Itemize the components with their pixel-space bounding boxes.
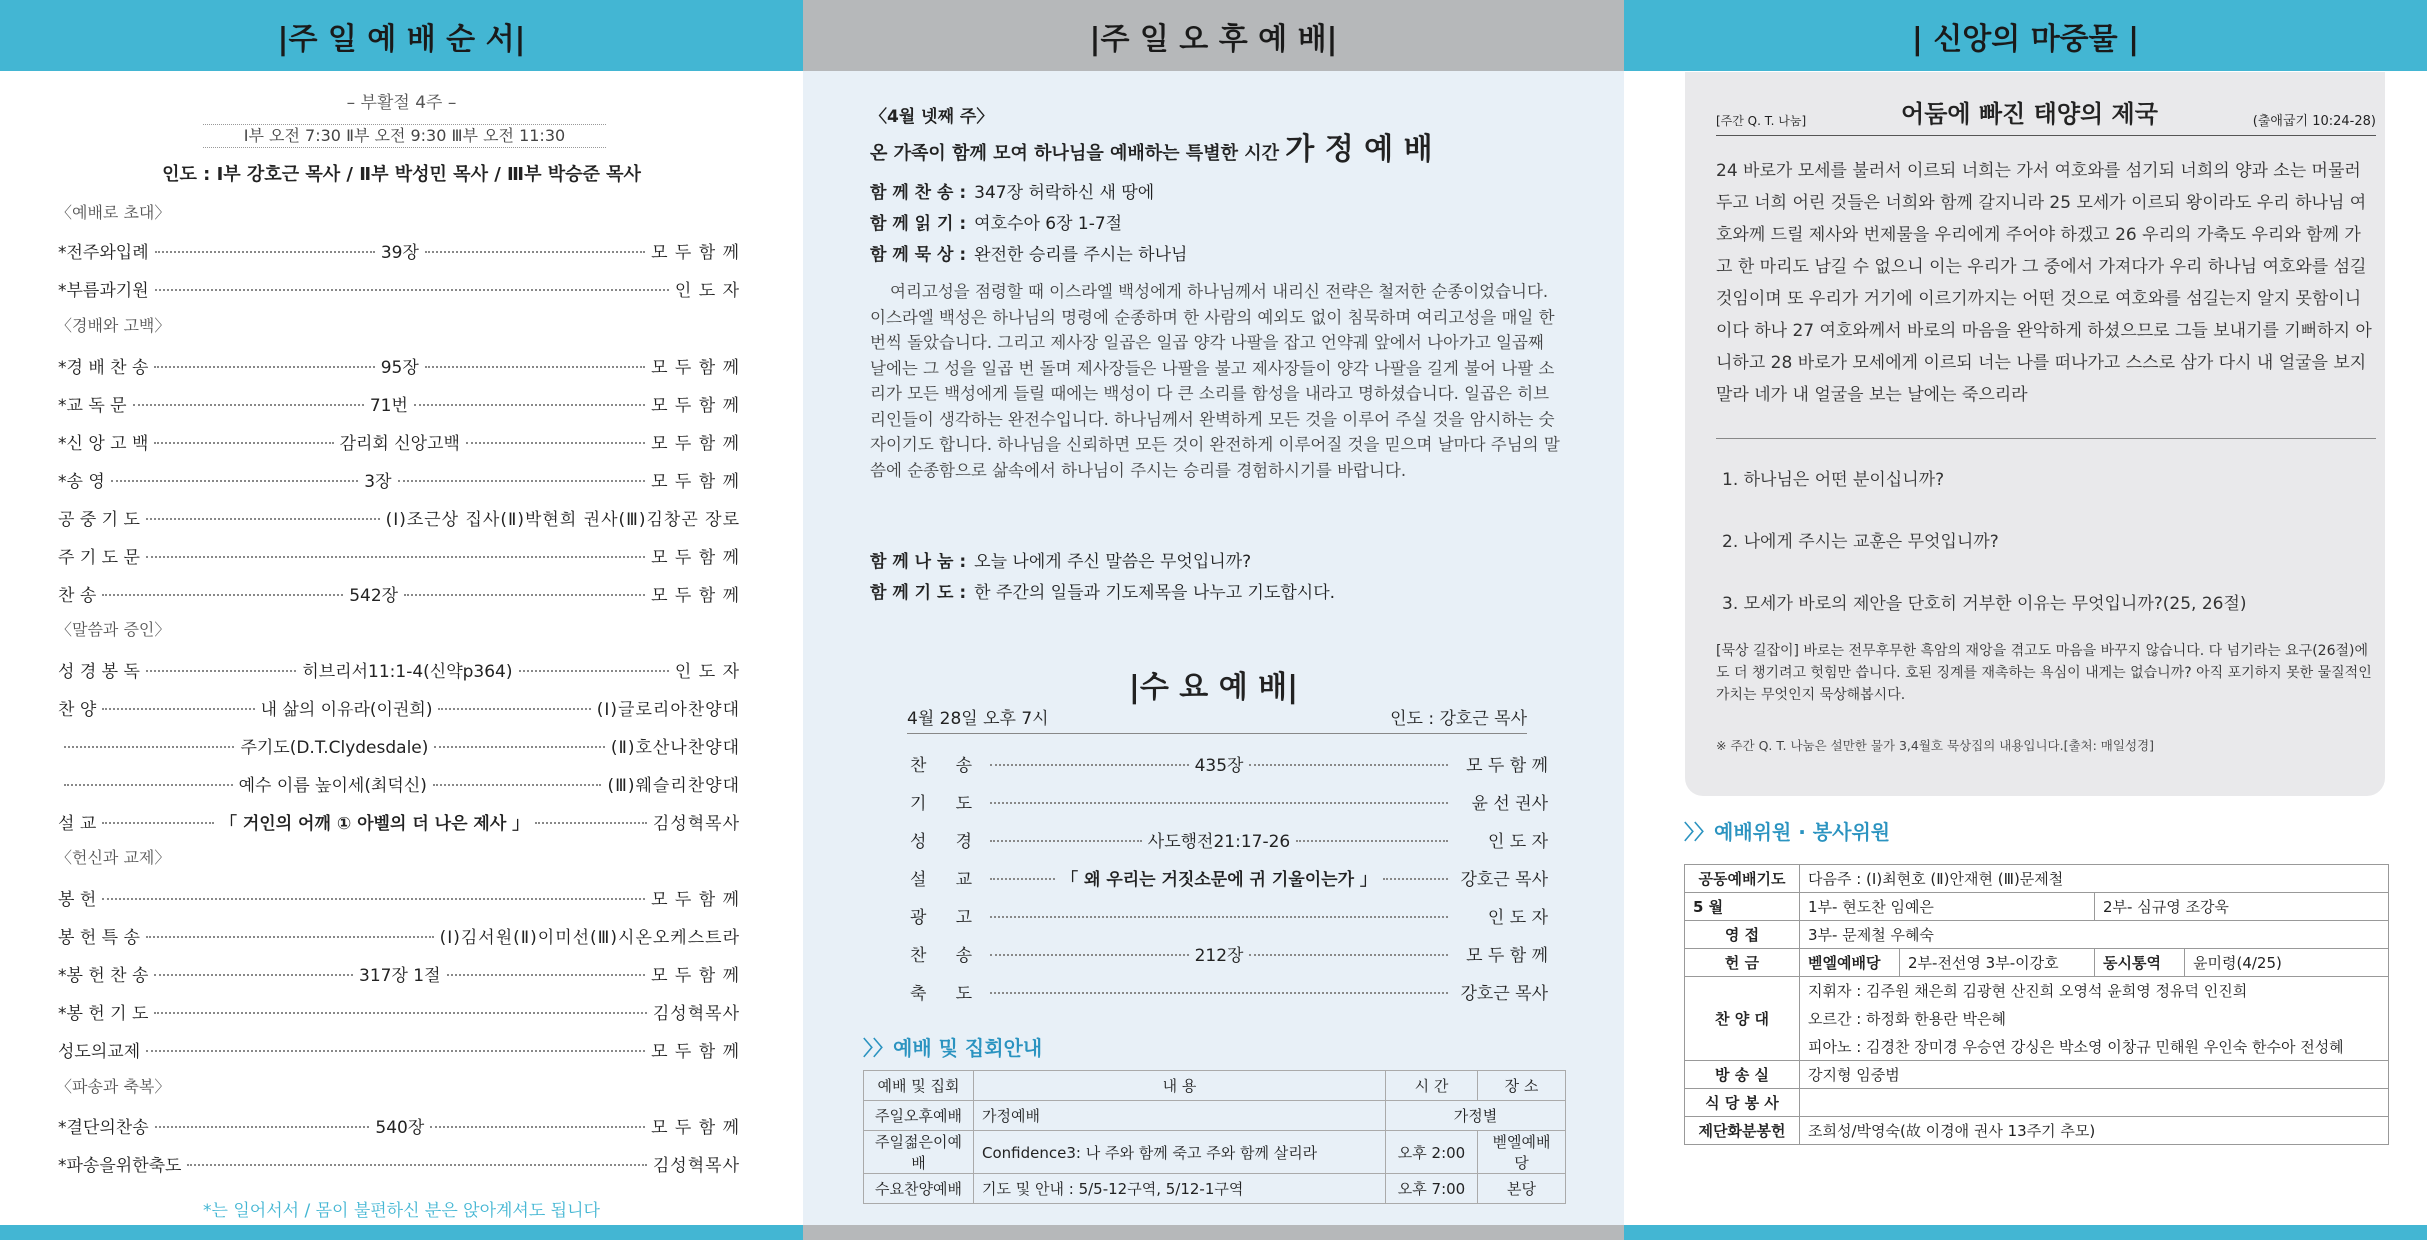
table-row [864,1101,1566,1131]
wednesday-row [888,938,1548,968]
family-item [870,209,1122,234]
name-b: 경 [955,831,972,852]
staff-heading: 〉〉예배위원 · 봉사위원 [1684,820,1891,844]
section-heading: 〈말씀과 증인〉 [56,620,171,639]
item-content: 예수 이름 높이세(최덕신) [238,775,427,796]
section-heading: 〈경배와 고백〉 [56,316,171,335]
faith-panel [1624,0,2427,1240]
meditation-guide: [묵상 길잡이] 바로는 전무후무한 흑암의 재앙을 겪고도 마음을 바꾸지 않습니다. 다 넘기라는 요구(26절)에도 더 챙기려고 헛힘만 씁니다. 호된 징계를 재촉하는 욕심이 내게는 없습니까? 아직 포기하지 못한 물질적인 가치는 무엇인지 묵상해봅시다. [1716,643,2372,703]
item-content: 「 거인의 어깨 ① 아벨의 더 나은 제사 」 [219,813,530,834]
panel-header: | 신앙의 마중물 | [1624,0,2427,71]
wednesday-row [888,748,1548,778]
item-person: 모 두 함 께 [1466,755,1548,776]
item-person: 강호근 목사 [1460,869,1548,890]
item-person: 김성혁목사 [652,813,741,834]
name-a: 축 [910,983,927,1004]
item-person: 모 두 함 께 [651,395,741,416]
name-a: 성 [910,831,927,852]
cell: 기도 및 안내 : 5/5-12구역, 5/12-1구역 [974,1174,1386,1204]
meeting-table [863,1070,1566,1204]
item-person: 모 두 함 께 [651,471,740,492]
table-header: 시 간 [1386,1071,1478,1101]
table-header: 예배 및 집회 [864,1071,974,1101]
item-content: 사도행전21:17-26 [1147,831,1291,852]
cell: 오후 7:00 [1386,1174,1478,1204]
leader-dots [1383,878,1448,880]
name-b: 송 [955,945,972,966]
item-person: 모 두 함 께 [651,889,740,910]
item-name: 설 교 [58,813,97,834]
family-item [870,240,1187,265]
section-heading: 〈헌신과 교제〉 [56,848,171,867]
question-2: 2. 나에게 주시는 교훈은 무엇입니까? [1722,532,1999,552]
name-a: 찬 [910,755,927,776]
standing-note: *는 일어서서 / 몸이 불편하신 분은 앉아계셔도 됩니다 [203,1201,600,1221]
leader-dots [102,822,214,824]
table-header: 장 소 [1478,1071,1566,1101]
name-b: 교 [955,869,972,890]
leader-dots [433,784,602,786]
family-intro: 온 가족이 함께 모여 하나님을 예배하는 특별한 시간 가 정 예 배 [870,132,1433,167]
afternoon-worship-panel [803,0,1624,1240]
leader-dots [102,708,254,710]
item-value: 오늘 나에게 주신 말씀은 무엇입니까? [974,552,1252,572]
leader-dots [64,784,233,786]
item-name [888,865,984,890]
leader-dots [155,251,375,253]
leader-dots [404,594,645,596]
item-key: 함 께 읽 기 : [870,214,967,234]
leader-dots [154,366,374,368]
name-b: 송 [955,755,972,776]
item-name: *교 독 문 [58,395,127,416]
item-person: 인 도 자 [1487,831,1549,852]
item-person: 모 두 함 께 [651,433,741,454]
divider [1716,438,2376,439]
name-b: 도 [955,983,972,1004]
item-person: 인 도 자 [674,280,740,301]
item-value: 347장 허락하신 새 땅에 [974,183,1155,203]
item-person: 모 두 함 께 [651,1041,740,1062]
leader-dots [1249,764,1448,766]
order-row [58,503,740,531]
item-name: 찬 송 [58,585,97,606]
cell: 가정예배 [974,1101,1386,1131]
name-b: 고 [955,907,972,928]
leader-dots [535,822,647,824]
name-b: 도 [955,793,972,814]
leader-dots [154,1012,646,1014]
bible-passage: 24 바로가 모세를 불러서 이르되 너희는 가서 여호와를 섬기되 너희의 양과 소는 머물러 두고 너희 어린 것들은 너희와 함께 갈지니라 25 모세가 이르되 왕이라도 우리 하나님 여호와께 드릴 제사와 번제물을 우리에게 주어야 하겠고 26 우리의 가축도 우리와 함께 가고 한 마리도 남길 수 없으니 이는 우리가 그 중에서 가져다가 우리 하나님 여호와를 섬길 것임이며 또 우리가 거기에 이르기까지는 어떤 것으로 여호와를 섬길는지 알지 못함이니이다 하나 27 여호와께서 바로의 마음을 완악하게 하셨으므로 그들 보내기를 기뻐하지 아니하고 28 바로가 모세에게 이르되 너는 나를 떠나가고 스스로 삼가 다시 내 얼굴을 보지 말라 네가 내 얼굴을 보는 날에는 죽으리라 [1716,161,2372,405]
item-name [888,903,984,928]
order-row [58,655,740,683]
cell: 수요찬양예배 [864,1174,974,1204]
wednesday-title: |수 요 예 배| [1128,670,1299,705]
panel-header: |주 일 오 후 예 배| [803,0,1624,71]
item-name [888,941,984,966]
footer-bar [1624,1225,2427,1240]
order-row [58,465,740,493]
leader-dots [990,954,1189,956]
leader-dots [425,251,645,253]
item-name: 봉 헌 특 송 [58,927,140,948]
table-row [864,1174,1566,1204]
order-row [58,1111,740,1139]
item-content: 「 왜 우리는 거짓소문에 귀 기울이는가 」 [1061,869,1377,890]
name-a: 기 [910,793,927,814]
item-key: 함 께 묵 상 : [870,245,967,265]
order-row [58,693,740,721]
item-name: *송 영 [58,471,105,492]
item-content: 542장 [349,585,399,606]
item-name: *부름과기원 [58,280,149,301]
footer-bar [0,1225,803,1240]
leader-dots [990,916,1448,918]
cell: 주일오후예배 [864,1101,974,1131]
item-person: 윤 선 권사 [1471,793,1548,814]
item-name: 찬 양 [58,699,97,720]
item-name: *신 앙 고 백 [58,433,149,454]
wednesday-row [888,786,1548,816]
leader-dots [1296,840,1448,842]
leader-dots [154,974,353,976]
leader-dots [155,289,669,291]
item-content: 95장 [380,357,419,378]
item-name [888,789,984,814]
order-row [58,541,740,569]
family-item [870,578,1335,603]
table-row [864,1131,1566,1174]
item-name: 성도의교제 [58,1041,141,1062]
wednesday-row [888,862,1548,892]
item-key: 함 께 나 눔 : [870,552,967,572]
order-row [58,769,740,797]
item-person: 모 두 함 께 [651,585,740,606]
leader-dots [111,480,359,482]
item-name: *결단의찬송 [58,1117,149,1138]
leader-dots [102,898,645,900]
leader-dots [425,366,645,368]
leader-dots [990,992,1448,994]
cell: 주일젊은이예배 [864,1131,974,1174]
order-row [58,1149,740,1177]
item-person: 김성혁목사 [652,1155,740,1176]
family-item [870,547,1251,572]
item-person: 강호근 목사 [1460,983,1548,1004]
leader-dots [438,708,590,710]
service-times: Ⅰ부 오전 7:30 Ⅱ부 오전 9:30 Ⅲ부 오전 11:30 [203,124,606,148]
name-a: 설 [910,869,927,890]
family-item [870,178,1154,203]
wednesday-info: 4월 28일 오후 7시 인도 : 강호근 목사 [907,704,1527,734]
wednesday-row [888,824,1548,854]
leader-dots [1249,954,1448,956]
order-row [58,959,740,987]
cell: 본당 [1478,1174,1566,1204]
item-person: 모 두 함 께 [651,1117,740,1138]
leader-dots [519,670,669,672]
staff-table: 공동예배기도 다음주 : (Ⅰ)최현호 (Ⅱ)안재현 (Ⅲ)문제철 5 월 1부- 현도찬 임예은 2부- 심규영 조강욱 영 접 3부- 문제철 우혜숙 헌 금 벧엘예배당 2부-전선영 3부-이강호 동시통역 윤미령(4/25) 찬 양 대 지휘자 : 김주원 채은희 김광현 산진희 오영석 윤희영 정유덕 인진희 오르간 : 하정화 한용란 박은혜 피아노 : 김경찬 장미경 우승연 강싱은 박소영 이창규 민해원 우인숙 한수아 전성혜 방 송 실 강지형 임중범 식 당 봉 사 제단화분봉헌 조희성/박영숙(故 이경애 권사 13주기 추모) [1684,864,2389,1145]
item-person: 모 두 함 께 [651,547,740,568]
item-name: *경 배 찬 송 [58,357,149,378]
leader-dots [102,594,343,596]
item-person: 모 두 함 께 [1466,945,1548,966]
item-content: 39장 [380,242,419,263]
leader-dots [398,480,646,482]
item-name: 봉 헌 [58,889,97,910]
item-person: (Ⅱ)호산나찬양대 [610,737,740,758]
item-name [888,751,984,776]
item-content: 317장 1절 [359,965,441,986]
item-name: *봉 헌 찬 송 [58,965,149,986]
leader-dots [146,556,645,558]
source-note: ※ 주간 Q. T. 나눔은 설만한 물가 3,4월호 묵상집의 내용입니다.[출처: 매일성경] [1716,738,2154,753]
item-person: 모 두 함 께 [651,242,740,263]
worship-order-panel [0,0,803,1240]
item-person: 김성혁목사 [652,1003,740,1024]
cell: 오후 2:00 [1386,1131,1478,1174]
leader-dots [990,878,1055,880]
leader-dots [187,1164,646,1166]
leaders-line: 인도 : Ⅰ부 강호근 목사 / Ⅱ부 박성민 목사 / Ⅲ부 박승준 목사 [162,164,641,185]
leader-dots [133,404,364,406]
panel-header: |주 일 예 배 순 서| [0,0,803,71]
order-row [58,579,740,607]
season-label: – 부활절 4주 – [346,93,457,113]
devotion-paragraph: 여리고성을 점령할 때 이스라엘 백성에게 하나님께서 내리신 전략은 철저한 순종이었습니다. 이스라엘 백성은 하나님의 명령에 순종하며 한 사람의 예외도 없이 침묵하며 여리고성을 매일 한 번씩 돌았습니다. 그리고 제사장 일곱은 일곱 양각 나팔을 잡고 언약궤 앞에서 나아가고 일곱째 날에는 그 성을 일곱 번 돌며 제사장들은 나팔을 불고 제사장들이 양각 나팔을 길게 불어 나팔 소리가 모든 백성에게 들릴 때에는 백성이 다 큰 소리를 함성을 내라고 명하셨습니다. 일곱은 히브리인들이 생각하는 완전수입니다. 하나님께서 완벽하게 모든 것을 이루어 주실 것을 암시하는 숫자이기도 합니다. 하나님을 신뢰하면 모든 것이 완전하게 이루어질 것을 믿으며 날마다 주님의 말씀에 순종함으로 삶속에서 하나님이 주시는 승리를 경험하시기를 바랍니다. [870,282,1560,480]
order-row [58,389,740,417]
item-content: 3장 [364,471,392,492]
info-heading: 〉〉예배 및 집회안내 [863,1036,1043,1060]
order-row [58,807,740,835]
order-row [58,351,740,379]
item-name [888,827,984,852]
leader-dots [430,1126,645,1128]
leader-dots [146,1050,645,1052]
item-value: 완전한 승리를 주시는 하나님 [974,245,1188,265]
item-content: 540장 [375,1117,425,1138]
item-name: *봉 헌 기 도 [58,1003,149,1024]
name-a: 찬 [910,945,927,966]
item-name [888,979,984,1004]
order-row [58,997,740,1025]
leader-dots [414,404,645,406]
item-content: 435장 [1194,755,1244,776]
section-heading: 〈예배로 초대〉 [56,203,171,222]
item-person: (Ⅰ)조근상 집사(Ⅱ)박현희 권사(Ⅲ)김창곤 장로 [385,509,740,530]
question-3: 3. 모세가 바로의 제안을 단호히 거부한 이유는 무엇입니까?(25, 26절) [1722,594,2247,614]
leader-dots [990,840,1142,842]
leader-dots [990,802,1448,804]
item-content: 히브리서11:1-4(신약p364) [302,661,513,682]
item-name: 주 기 도 문 [58,547,140,568]
section-heading: 〈파송과 축복〉 [56,1077,171,1096]
item-content: 내 삶의 이유라(이권희) [260,699,433,720]
leader-dots [146,670,296,672]
wednesday-row [888,900,1548,930]
item-person: (Ⅰ)김서원(Ⅱ)이미선(Ⅲ)시온오케스트라 [439,927,740,948]
leader-dots [155,1126,370,1128]
leader-dots [434,746,604,748]
order-row [58,427,740,455]
order-row [58,731,740,759]
item-name: 공 중 기 도 [58,509,140,530]
leader-dots [146,518,380,520]
item-value: 여호수아 6장 1-7절 [974,214,1123,234]
item-name: *파송을위한축도 [58,1155,182,1176]
table-header: 내 용 [974,1071,1386,1101]
order-row [58,883,740,911]
item-person: (Ⅰ)글로리아찬양대 [596,699,741,720]
item-person: (Ⅲ)웨슬리찬양대 [607,775,741,796]
leader-dots [146,936,434,938]
order-row [58,1035,740,1063]
cell: 가정별 [1386,1101,1566,1131]
leader-dots [990,764,1189,766]
item-value: 한 주간의 일들과 기도제목을 나누고 기도합시다. [974,583,1336,603]
qt-heading: [주간 Q. T. 나눔] 어둠에 빠진 태양의 제국 (출애굽기 10:24-28) [1716,100,2376,136]
item-key: 함 께 기 도 : [870,583,967,603]
leader-dots [64,746,234,748]
footer-bar [803,1225,1624,1240]
item-person: 인 도 자 [1487,907,1548,928]
item-content: 주기도(D.T.Clydesdale) [240,737,429,758]
order-row [58,236,740,264]
item-person: 모 두 함 께 [651,965,741,986]
item-content: 71번 [369,395,408,416]
leader-dots [466,442,645,444]
item-key: 함 께 찬 송 : [870,183,967,203]
item-content: 감리회 신앙고백 [339,433,460,454]
item-person: 인 도 자 [674,661,740,682]
question-1: 1. 하나님은 어떤 분이십니까? [1722,470,1945,490]
cell: Confidence3: 나 주와 함께 죽고 주와 함께 살리라 [974,1131,1386,1174]
item-name: *전주와입례 [58,242,149,263]
item-name: 성 경 봉 독 [58,661,140,682]
item-person: 모 두 함 께 [651,357,740,378]
wednesday-row [888,976,1548,1006]
leader-dots [154,442,333,444]
cell: 벧엘예배당 [1478,1131,1566,1174]
order-row [58,274,740,302]
name-a: 광 [910,907,927,928]
week-label: 〈4월 넷째 주〉 [870,107,994,127]
order-row [58,921,740,949]
item-content: 212장 [1194,945,1244,966]
leader-dots [447,974,646,976]
